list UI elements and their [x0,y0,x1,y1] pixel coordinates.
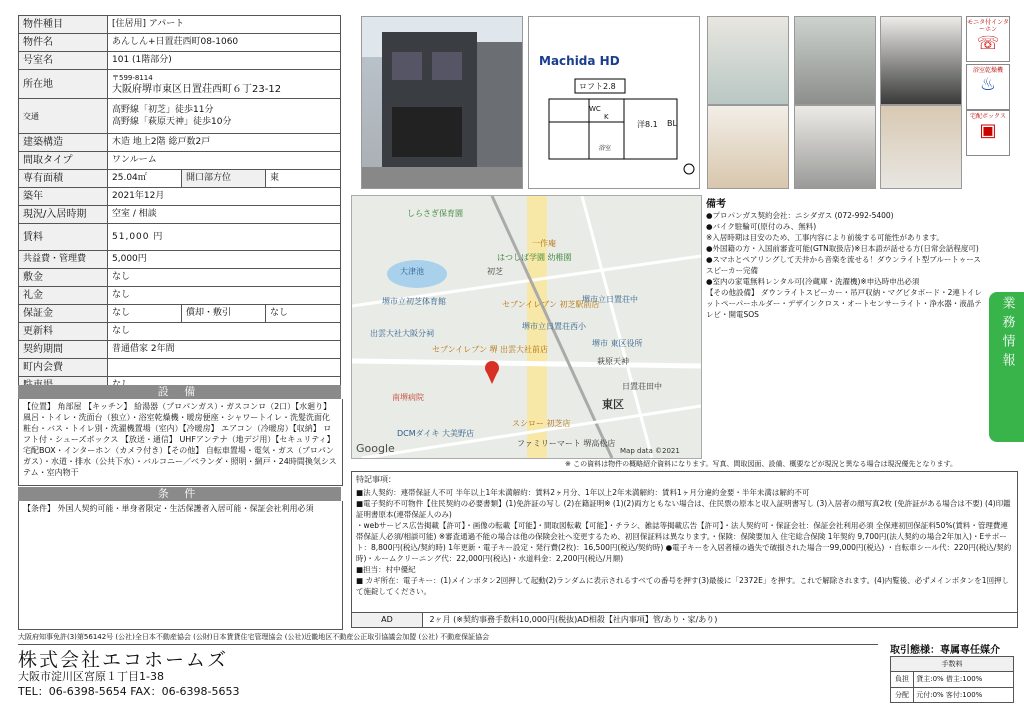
burden-value: 貸主:0% 借主:100% [916,675,983,683]
brand-logo: Machida HD [539,54,620,68]
layout-type: ワンルーム [108,152,341,170]
contract-period: 普通借家 2年間 [108,341,341,359]
map-label: 南堺病院 [392,393,424,402]
label: 更新料 [19,323,108,341]
map-label: 出雲大社大阪分祠 [370,329,434,338]
loft-label: ロフト2.8 [579,82,616,91]
room-number: 101 (1階部分) [108,52,341,70]
label: 物件種目 [19,16,108,34]
property-type: [住居用] アパート [108,16,341,34]
label: 町内会費 [19,359,108,377]
map-label: 初芝 [487,267,503,276]
burden-label: 負担 [891,672,914,687]
balcony-label: BL [667,119,677,128]
room-label: 洋8.1 [637,120,658,129]
disclaimer: ※ この資料は物件の概略紹介資料になります。写真、間取図面、設備、概要などが現況と異なる場合は現況優先となります。 [565,460,957,468]
building-photo [361,16,523,189]
map-label: セブンイレブン 初芝駅前店 [502,300,600,309]
spec-table [18,15,341,395]
remarks-text: ●プロパンガス契約会社：ニシダガス (072-992-5400) ●バイク駐輪可(原付のみ、無料) ※入居時期は目安のため、工事内容により前後する可能性があります。 ●外国籍の方・入国前審査可能(GTN取扱店)※日本語が話せる方(日常会話程度可) ●スマホとペアリングして天井から音楽を流せる！ダウンライト型ブルートゥーススピーカー完備 ●室内の家電無料レンタル可(冷蔵庫・洗濯機)※申込時申出必須 【その他設備】 ダウンライトスピーカー・吊戸収納・マグビタボード・2連トイレットペーパーホルダー・デザインクロス・オートセンサーライト・浄水器・液晶テレビ・開電SOS [706,211,983,319]
label: 賃料 [19,224,108,251]
special-notes-text: ■法人契約：連帯保証人不可 半年以上1年未満解約：賃料2ヶ月分、1年以上2年未満解約：賃料1ヶ月分違約金要・半年未満は解約不可 ■電子契約不可物件【住民契約の必要書類】(1)免許証の写し (2)在籍証明※ (1)(2)両方ともない場合は、住民票の原本と収入証明書写し (3)入居者の顔写真2枚 (免許証がある場合は不要) (4)印鑑証明書原本(連帯保証人のみ) ・webサービス広告掲載【許可】・画像の転載【可能】・間取図転載【可能】・チラシ、雑誌等掲載広告【許可】・法人契約可・保証会社：保証会社利用必須 全保連初回保証料50%(賃料・管理費連帯保証人必須/相談可能) ※審査通過不能の場合は他の保険会社へ変更するため、初回保証料は異なります。・保険：保険要加入 住宅総合保険 1年契約 9,700円(法人契約の場合2年加入)・Eサポート：8,800円(税込/契約時) 1年更新・電子キー設定・発行費(2枚)：16,500円(税込/契約時) ●電子キーを入居者様の過失で破損された場合一99,000円(税込) ・自転車シール代：220円(税込/契約時)・ルームクリーニング代：22,000円(税込)・水道料金：2,200円(税込/月額) ■担当：村中優紀 ■ カギ所在：電子キー：(1)メインボタン2回押して起動(2)ランダムに表示されるすべての番号を押す(3)最後に「2372E」を押す。これで解除されます。(4)内覧後、必ずメインボタンを1回押して施錠してください。 [356,488,1012,596]
map-label: 堺市 東区役所 [592,339,643,348]
remarks-heading: 備考 [706,199,726,210]
intercom-label: モニタ付インターホン [967,19,1009,33]
label: 敷金 [19,269,108,287]
map-label: 萩原天神 [597,357,629,366]
structure: 木造 地上2階 総戸数2戸 [108,134,341,152]
key-money: なし [108,287,341,305]
renewal-fee: なし [108,323,341,341]
map-label: ファミリーマート 堺高松店 [517,439,616,448]
split-value: 元付:0% 客付:100% [916,691,983,699]
map-label: セブンイレブン 堺 出雲大社前店 [432,345,549,354]
map-label: 堺市立初芝体育館 [382,297,446,306]
delivery-box-icon: 宅配ボックス ▣ [966,110,1010,156]
special-notes-heading: 特記事項： [356,475,396,484]
label: 間取タイプ [19,152,108,170]
label: 建築構造 [19,134,108,152]
map-label: はつしば学園 幼稚園 [497,253,572,262]
business-info-tab[interactable] [989,292,1024,442]
split-label: 分配 [891,688,914,703]
company-address: 大阪市淀川区宮原１丁目1-38 [18,670,164,683]
traffic-line-2: 高野線「萩原天神」徒歩10分 [112,117,232,127]
map-label: スシロー 初芝店 [512,419,571,428]
label: 現況/入居時期 [19,206,108,224]
ad-text: 2ヶ月 (※契約事務手数料10,000円(税抜)AD相殺【社内事項】管/あり・家/あり) [429,615,718,624]
toilet-photo [794,105,876,189]
label: 共益費・管理費 [19,251,108,269]
map-label: DCMダイキ 大美野店 [397,429,475,438]
building-illustration [362,17,522,188]
fee-heading: 手数料 [891,657,1013,672]
map-label: 日置荘田中 [622,382,662,391]
property-name: あんしん+日置荘西町08-1060 [108,34,341,52]
postal-code: 〒599-8114 [112,74,153,82]
label: 物件名 [19,34,108,52]
company-tel-fax: TEL：06-6398-5654 FAX：06-6398-5653 [18,685,240,698]
deposit: なし [108,269,341,287]
ad-row [351,612,1018,628]
map-label: 一作庵 [532,239,556,248]
map-label: 堺市立日置荘中 [582,295,638,304]
company-name: 株式会社エコホームズ [18,649,229,671]
address-cell [108,70,341,99]
facilities-heading: 設 備 [18,385,341,399]
kitchen-photo [880,16,962,105]
hallway-photo [880,105,962,189]
side-tab-label: 業務情報 [999,296,1015,372]
deal-type: 取引態様：専属専任媒介 [890,645,1000,656]
interior-photo [794,16,876,105]
address: 大阪府堺市東区日置荘西町６丁23-12 [112,84,282,95]
traffic-cell [108,99,341,134]
bathroom-photo [707,105,789,189]
label: 契約期間 [19,341,108,359]
fee-box [890,656,1014,703]
built-date: 2021年12月 [108,188,341,206]
map-label: 大津池 [400,267,424,276]
split-row [891,688,1013,703]
floorplan-drawing [529,17,699,188]
map-label: 堺市立日置荘西小 [522,322,586,331]
direction: 東 [266,170,341,188]
label: 号室名 [19,52,108,70]
label: 礼金 [19,287,108,305]
google-logo: Google [356,442,395,455]
facilities-text: 【位置】 角部屋 【キッチン】 給湯器（プロパンガス）・ガスコンロ（2口）【水廻り】 風呂・トイレ・洗面台（独立）・浴室乾燥機・暖房便座・シャワートイレ・洗髪洗面化粧台・バス・トイレ別・洗濯機置場（室内）【冷暖房】 エアコン（冷暖房）【収納】 ロフト付・シューズボックス 【放送・通信】 UHFアンテナ（地デジ用）【セキュリティ】 宅配BOX・インターホン（カメラ付き）【その他】 自転車置場・電気・ガス（プロパンガス）・水道・排水（公共下水）・バルコニー／ベランダ・照明・網戸・24時間換気システム・室内物干 [18,399,343,486]
management-fee: 5,000円 [108,251,341,269]
bath-dryer-label: 浴室乾燥機 [972,67,1003,74]
floor-area: 25.04㎡ [108,170,182,188]
license-line: 大阪府知事免許(3)第56142号 (公社)全日本不動産協会 (公財)日本賃貸住宅管理協会 (公社)近畿地区不動産公正取引協議会加盟 (公社) 不動産保証協会 [18,632,878,645]
amortization: なし [266,305,341,323]
wc-label: WC [589,105,601,113]
guarantee-money: なし [108,305,182,323]
bath-label: 浴室 [599,145,612,152]
burden-row [891,672,1013,688]
bath-dryer-icon: 浴室乾燥機 ♨ [966,64,1010,110]
conditions-heading: 条 件 [18,487,341,501]
map-label: しらさぎ保育園 [407,209,463,218]
label: 築年 [19,188,108,206]
rent-amount: 51,000 円 [108,224,341,251]
label: 交通 [19,99,108,134]
label: 保証金 [19,305,108,323]
map-attribution: Map data ©2021 [620,447,680,455]
delivery-box-label: 宅配ボックス [970,113,1006,120]
label: 開口部方位 [182,170,266,188]
intercom-icon: モニタ付インターホン ☏ [966,16,1010,62]
label: 所在地 [19,70,108,99]
ad-label: AD [352,613,423,627]
label: 償却・敷引 [182,305,266,323]
k-label: K [604,113,609,121]
conditions-text: 【条件】 外国人契約可能・単身者限定・生活保護者入居可能・保証会社利用必須 [18,501,343,630]
interior-photo [707,16,789,105]
map-label: 東区 [602,398,624,411]
traffic-line-1: 高野線「初芝」徒歩11分 [112,105,214,115]
area-map[interactable] [351,195,702,459]
label: 専有面積 [19,170,108,188]
special-notes-box [351,471,1018,613]
current-status: 空室 / 相談 [108,206,341,224]
town-fee [108,359,341,377]
floorplan-panel [528,16,700,189]
